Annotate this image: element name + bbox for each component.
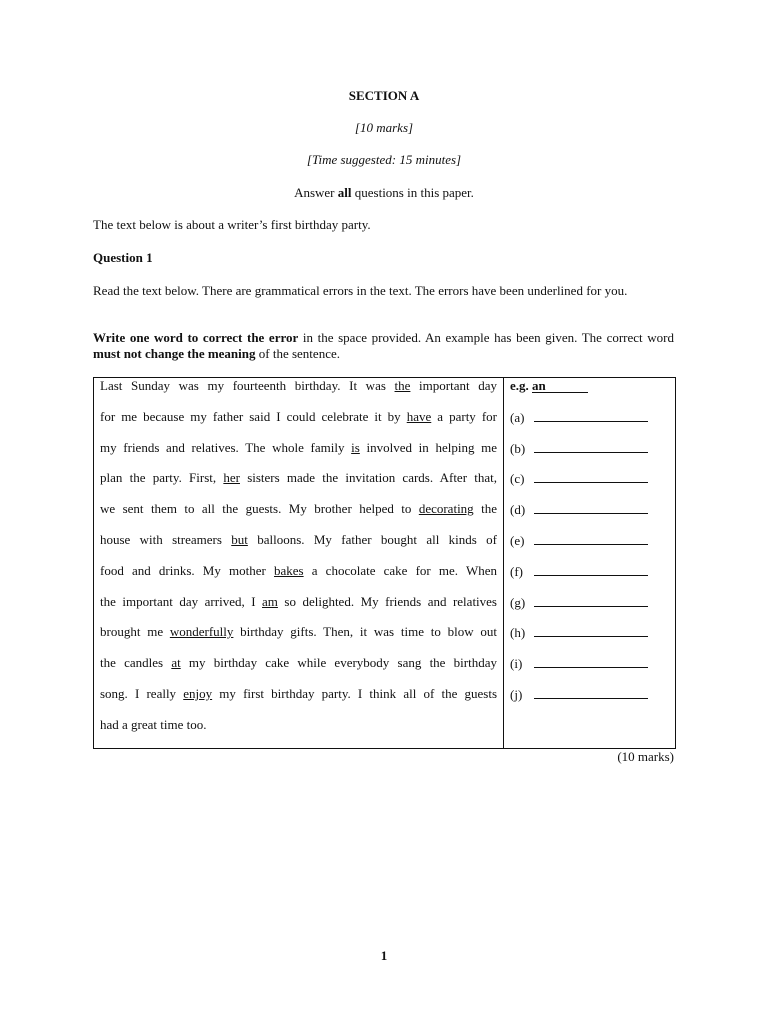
answer-row	[504, 594, 675, 625]
example-label: e.g.	[510, 378, 529, 393]
passage-line	[94, 378, 503, 409]
time-suggested: [Time suggested: 15 minutes]	[306, 152, 462, 167]
passage-line-text	[100, 470, 497, 501]
passage-line	[94, 624, 503, 655]
answer-label: (a)	[510, 409, 525, 425]
answer-row	[504, 686, 675, 717]
passage-segment: house with streamers	[100, 531, 232, 547]
answer-bold: all	[337, 185, 352, 200]
passage-line-text	[100, 594, 497, 625]
underlined-error: at	[171, 655, 181, 671]
passage-line-text	[100, 563, 497, 594]
answer-blank[interactable]	[534, 501, 648, 514]
answer-row	[504, 655, 675, 686]
passage-segment: involved in helping me	[359, 439, 497, 455]
section-marks: [10 marks]	[354, 120, 414, 135]
passage-segment: birthday gifts. Then, it was time to blow out	[233, 624, 497, 640]
underlined-error: her	[223, 470, 240, 486]
passage-line	[94, 686, 503, 717]
answer-label: (i)	[510, 656, 523, 672]
passage-line-text	[100, 378, 497, 409]
passage-line-text	[100, 440, 497, 471]
write-bold-1: Write one word to correct the error	[93, 330, 299, 345]
answer-row	[504, 440, 675, 471]
passage-line	[94, 409, 503, 440]
passage-line	[94, 470, 503, 501]
passage-segment: brought me	[100, 624, 170, 640]
answer-blank[interactable]	[534, 624, 648, 637]
passage-segment: my friends and relatives. The whole family	[100, 439, 352, 455]
answer-instruction	[0, 185, 768, 201]
passage-segment: food and drinks. My mother	[100, 562, 274, 578]
passage-segment: so delighted. My friends and relatives	[277, 593, 497, 609]
example-answer-row	[504, 378, 675, 409]
answer-row	[504, 532, 675, 563]
answer-label: (f)	[510, 563, 523, 579]
question-title: Question 1	[93, 250, 153, 265]
answer-blank[interactable]	[534, 563, 648, 576]
answer-label: (d)	[510, 502, 526, 518]
answer-row	[504, 501, 675, 532]
passage-segment: balloons. My father bought all kinds of	[247, 531, 497, 547]
passage-line-text	[100, 501, 497, 532]
passage-cell	[94, 378, 504, 749]
passage-line-text	[100, 655, 497, 686]
answer-suffix: questions in this paper.	[351, 185, 474, 200]
passage-segment: the important day arrived, I	[100, 593, 263, 609]
passage-segment: sisters made the invitation cards. After that,	[239, 470, 497, 486]
answer-row	[504, 409, 675, 440]
intro-text: The text below is about a writer’s first birthday party.	[93, 217, 371, 232]
answer-row	[504, 470, 675, 501]
answer-label: (e)	[510, 532, 525, 548]
answer-label: (b)	[510, 440, 526, 456]
underlined-error: decorating	[418, 501, 474, 517]
passage-segment: my first birthday party. I think all of the guests	[212, 685, 498, 701]
answer-label: (c)	[510, 471, 525, 487]
underlined-error: wonderfully	[169, 624, 234, 640]
answer-label: (h)	[510, 625, 526, 641]
passage-segment: Last Sunday was my fourteenth birthday. It was	[100, 378, 395, 393]
passage-segment: we sent them to all the guests. My brother helped to	[100, 501, 419, 517]
passage-line	[94, 655, 503, 686]
passage-line-text	[100, 717, 497, 748]
answer-label: (g)	[510, 594, 526, 610]
page-number: 1	[380, 948, 388, 963]
write-mid: in the space provided. An example has been given. The correct word	[298, 330, 674, 345]
passage-segment: plan the party. First,	[100, 470, 224, 486]
underlined-error: the	[394, 378, 411, 393]
underlined-error: enjoy	[183, 685, 213, 701]
passage-segment: for me because my father said I could celebrate it by	[100, 408, 407, 424]
example-answer: an	[532, 379, 588, 393]
section-title: SECTION A	[348, 88, 420, 103]
answer-blank[interactable]	[534, 686, 648, 699]
passage-segment: a party for	[431, 408, 497, 424]
answer-blank[interactable]	[534, 594, 648, 607]
answer-blank[interactable]	[534, 655, 648, 668]
answer-blank[interactable]	[534, 409, 648, 422]
passage-line	[94, 594, 503, 625]
passage-segment: had a great time too.	[100, 716, 207, 732]
answer-row	[504, 563, 675, 594]
answers-cell	[504, 378, 676, 749]
total-marks: (10 marks)	[617, 749, 674, 764]
write-instruction	[93, 330, 674, 362]
passage-line	[94, 440, 503, 471]
underlined-error: is	[351, 439, 360, 455]
answer-blank[interactable]	[534, 440, 648, 453]
question-table	[93, 377, 676, 749]
underlined-error: have	[406, 408, 432, 424]
passage-line-text	[100, 686, 497, 717]
underlined-error: bakes	[274, 562, 304, 578]
answer-blank[interactable]	[534, 532, 648, 545]
write-end: of the sentence.	[255, 346, 340, 361]
passage-line-text	[100, 624, 497, 655]
answer-row	[504, 624, 675, 655]
passage-segment: my birthday cake while everybody sang the birthday	[180, 655, 497, 671]
passage-segment: a chocolate cake for me. When	[303, 562, 498, 578]
passage	[94, 378, 503, 748]
answer-label: (j)	[510, 686, 523, 702]
passage-line	[94, 532, 503, 563]
write-bold-2: must not change the meaning	[93, 346, 256, 361]
answer-lines	[504, 409, 675, 717]
underlined-error: but	[231, 531, 248, 547]
passage-line	[94, 501, 503, 532]
passage-line-text	[100, 532, 497, 563]
passage-segment: important day	[410, 378, 497, 393]
passage-segment: song. I really	[100, 685, 184, 701]
passage-line	[94, 717, 503, 748]
passage-line	[94, 563, 503, 594]
answer-blank[interactable]	[534, 470, 648, 483]
read-instruction: Read the text below. There are grammatical errors in the text. The errors have been underlined for you.	[93, 283, 628, 298]
answer-prefix: Answer	[294, 185, 338, 200]
underlined-error: am	[262, 593, 278, 609]
passage-segment: the candles	[100, 655, 172, 671]
passage-segment: the	[473, 501, 497, 517]
passage-line-text	[100, 409, 497, 440]
